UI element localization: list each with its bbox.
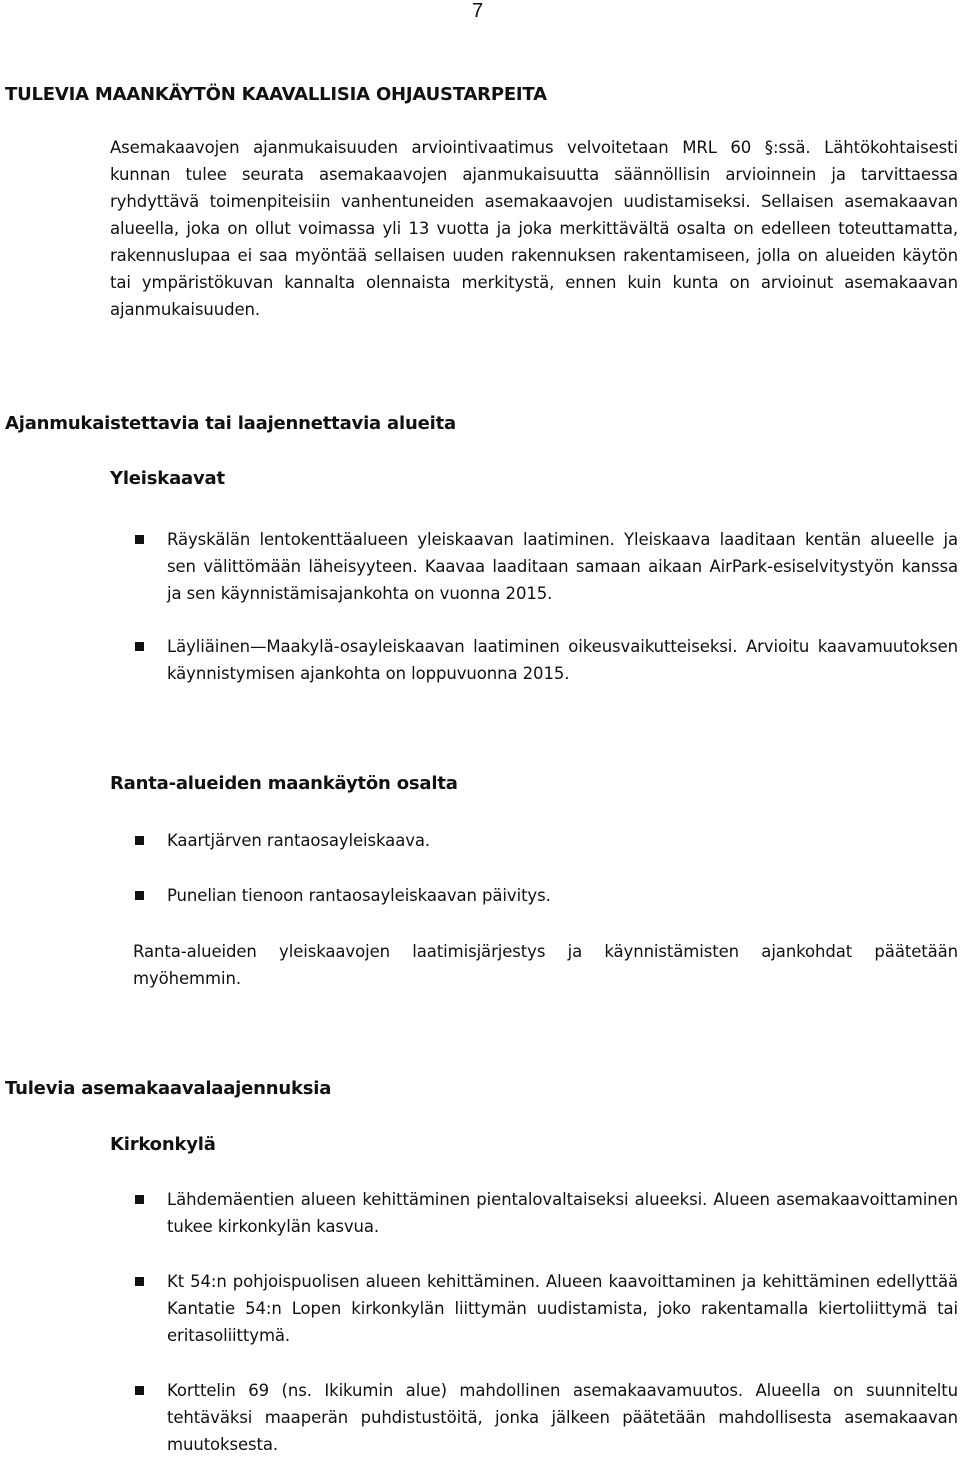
list-item-text: Lähdemäentien alueen kehittäminen pientalovaltaiseksi alueeksi. Alueen asemakaavoittaminen tukee kirkonkylän kasvua.	[167, 1190, 958, 1236]
intro-paragraph: Asemakaavojen ajanmukaisuuden arviointivaatimus velvoitetaan MRL 60 §:ssä. Lähtökohtaisesti kunnan tulee seurata asemakaavojen ajanmukaisuutta säännöllisin arvioinnein ja tarvittaessa ryhdyttävä toimenpiteisiin vanhentuneiden asemakaavojen uudistamiseksi. Sellaisen asemakaavan alueella, joka on ollut voimassa yli 13 vuotta ja joka merkittävältä osalta on edelleen toteuttamatta, rakennuslupaa ei saa myöntää sellaisen uuden rakennuksen rakentamiseen, jolla on alueiden käytön tai ympäristökuvan kannalta olennaista merkitystä, ennen kuin kunta on arvioinut asemakaavan ajanmukaisuuden.	[110, 138, 958, 319]
list-item	[167, 827, 958, 854]
bullet-square-icon	[135, 642, 144, 651]
bullet-square-icon	[135, 891, 144, 900]
list-item	[167, 882, 958, 909]
list-item-text: Korttelin 69 (ns. Ikikumin alue) mahdollinen asemakaavamuutos. Alueella on suunniteltu tehtäväksi maaperän puhdistustöitä, jonka jälkeen päätetään mahdollisesta asemakaavan muutoksesta.	[167, 1381, 958, 1454]
page-number: 7	[472, 0, 484, 22]
subheading-ranta-alueet: Ranta-alueiden maankäytön osalta	[110, 773, 458, 794]
list-item	[167, 1377, 958, 1458]
list-item	[167, 633, 958, 687]
bullet-square-icon	[135, 1277, 144, 1286]
list-item	[167, 1186, 958, 1240]
bullet-list-ranta	[167, 827, 958, 909]
list-item-text: Punelian tienoon rantaosayleiskaavan päivitys.	[167, 886, 551, 905]
list-item-text: Kt 54:n pohjoispuolisen alueen kehittäminen. Alueen kaavoittaminen ja kehittäminen edellyttää Kantatie 54:n Lopen kirkonkylän liittymän uudistamista, joko rakentamalla kiertoliittymä tai eritasoliittymä.	[167, 1272, 958, 1345]
ranta-note-paragraph: Ranta-alueiden yleiskaavojen laatimisjärjestys ja käynnistämisten ajankohdat päätetään myöhemmin.	[133, 942, 958, 988]
bullet-square-icon	[135, 836, 144, 845]
bullet-square-icon	[135, 1195, 144, 1204]
bullet-square-icon	[135, 535, 144, 544]
subheading-kirkonkyla: Kirkonkylä	[110, 1134, 216, 1155]
subheading-yleiskaavat: Yleiskaavat	[110, 468, 225, 489]
bullet-list-yleiskaavat	[167, 526, 958, 687]
section-heading-asemakaavalaajennuksia: Tulevia asemakaavalaajennuksia	[5, 1078, 332, 1099]
bullet-square-icon	[135, 1386, 144, 1395]
list-item	[167, 1268, 958, 1349]
list-item-text: Kaartjärven rantaosayleiskaava.	[167, 831, 431, 850]
list-item-text: Räyskälän lentokenttäalueen yleiskaavan laatiminen. Yleiskaava laaditaan kentän alueelle ja sen välittömään läheisyyteen. Kaavaa laaditaan samaan aikaan AirPark-esiselvitystyön kanssa ja sen käynnistämisajankohta on vuonna 2015.	[167, 530, 958, 603]
list-item-text: Läyliäinen—Maakylä-osayleiskaavan laatiminen oikeusvaikutteiseksi. Arvioitu kaavamuutoksen käynnistymisen ajankohta on loppuvuonna 2015.	[167, 637, 958, 683]
bullet-list-kirkonkyla	[167, 1186, 958, 1458]
main-heading: TULEVIA MAANKÄYTÖN KAAVALLISIA OHJAUSTARPEITA	[5, 84, 547, 105]
list-item	[167, 526, 958, 607]
section-heading-ajanmukaistettavia: Ajanmukaistettavia tai laajennettavia alueita	[5, 413, 456, 434]
